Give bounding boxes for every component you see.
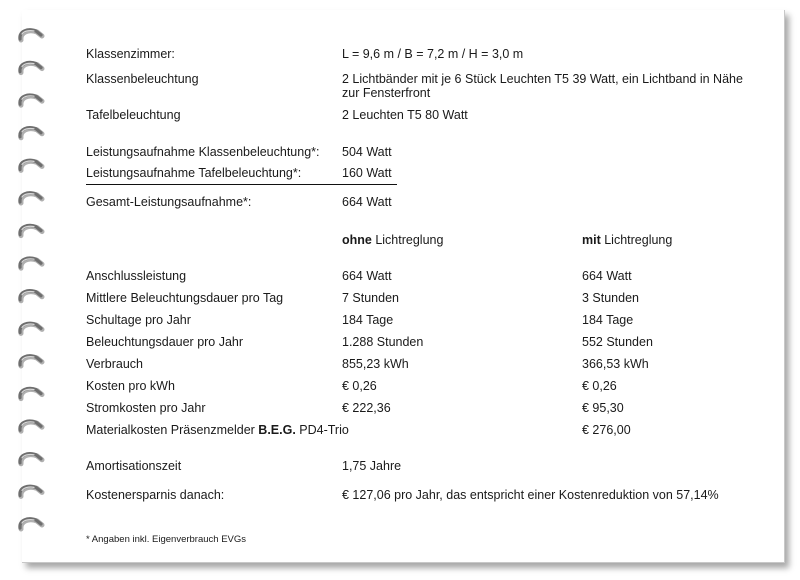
row-with-value: 552 Stunden: [582, 335, 653, 349]
amortization-label: Amortisationszeit: [86, 459, 182, 473]
material-with-value: € 276,00: [582, 423, 631, 437]
sum-divider: [86, 184, 397, 185]
board-value: 2 Leuchten T5 80 Watt: [342, 108, 468, 122]
row-without-value: 1.288 Stunden: [342, 335, 424, 349]
class-power-label: Leistungsaufnahme Klassenbeleuchtung*:: [86, 145, 320, 159]
row-label: Mittlere Beleuchtungsdauer pro Tag: [86, 291, 284, 305]
board-power-value: 160 Watt: [342, 166, 392, 180]
row-label: Beleuchtungsdauer pro Jahr: [86, 335, 244, 349]
row-without-value: 855,23 kWh: [342, 357, 409, 371]
row-without-value: 184 Tage: [342, 313, 394, 327]
room-label: Klassenzimmer:: [86, 47, 175, 61]
row-without-value: € 222,36: [342, 401, 391, 415]
column-header-with: mit Lichtreglung: [582, 233, 673, 247]
row-with-value: 664 Watt: [582, 269, 632, 283]
row-with-value: 366,53 kWh: [582, 357, 649, 371]
row-with-value: € 95,30: [582, 401, 624, 415]
class-power-value: 504 Watt: [342, 145, 392, 159]
savings-label: Kostenersparnis danach:: [86, 488, 225, 502]
row-with-value: 3 Stunden: [582, 291, 639, 305]
total-power-value: 664 Watt: [342, 195, 392, 209]
total-power-label: Gesamt-Leistungsaufnahme*:: [86, 195, 252, 209]
room-value: L = 9,6 m / B = 7,2 m / H = 3,0 m: [342, 47, 524, 61]
row-label: Schultage pro Jahr: [86, 313, 191, 327]
row-without-value: 664 Watt: [342, 269, 392, 283]
row-label: Kosten pro kWh: [86, 379, 175, 393]
column-header-without: ohne Lichtreglung: [342, 233, 444, 247]
row-label: Stromkosten pro Jahr: [86, 401, 206, 415]
lighting-label: Klassenbeleuchtung: [86, 72, 199, 86]
footnote: * Angaben inkl. Eigenverbrauch EVGs: [86, 534, 247, 545]
spiral-binding: [0, 0, 60, 580]
row-with-value: 184 Tage: [582, 313, 634, 327]
row-with-value: € 0,26: [582, 379, 617, 393]
board-power-label: Leistungsaufnahme Tafelbeleuchtung*:: [86, 166, 302, 180]
row-label: Verbrauch: [86, 357, 143, 371]
lighting-value: 2 Lichtbänder mit je 6 Stück Leuchten T5 39 Watt, ein Lichtband in Nähe zur Fensterfront: [342, 72, 743, 100]
amortization-value: 1,75 Jahre: [342, 459, 402, 473]
row-without-value: 7 Stunden: [342, 291, 399, 305]
savings-value: € 127,06 pro Jahr, das entspricht einer Kostenreduktion von 57,14%: [342, 488, 719, 502]
board-label: Tafelbeleuchtung: [86, 108, 181, 122]
material-label: Materialkosten Präsenzmelder B.E.G. PD4-Trio: [86, 423, 349, 437]
row-label: Anschlussleistung: [86, 269, 187, 283]
row-without-value: € 0,26: [342, 379, 377, 393]
